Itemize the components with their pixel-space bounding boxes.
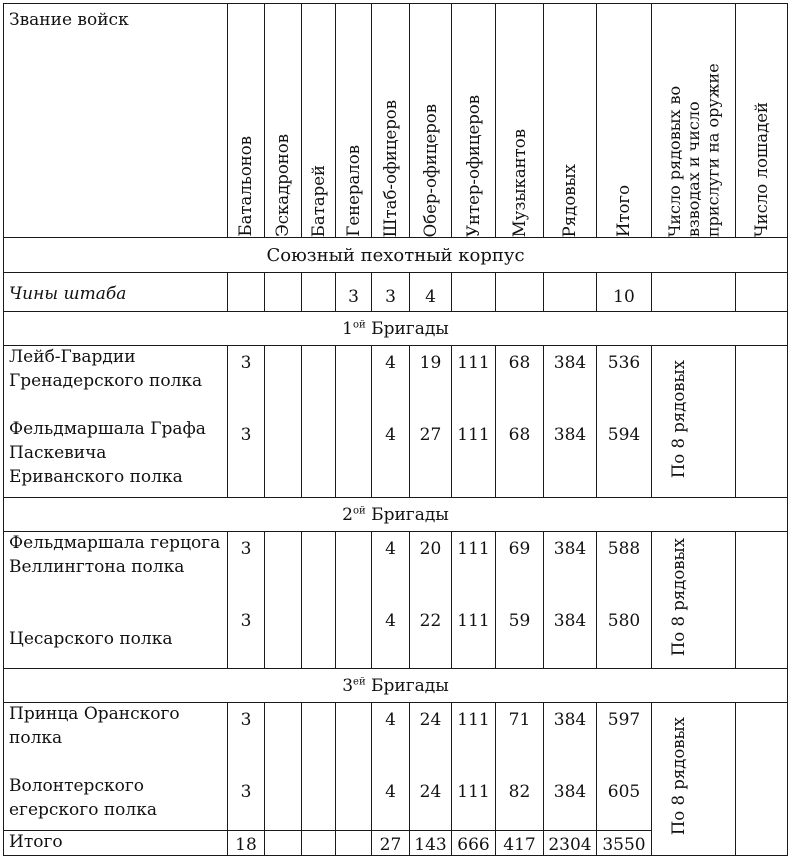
totals-total: 3550 — [597, 831, 652, 856]
unit-generals — [336, 532, 372, 669]
totals-squadrons — [265, 831, 302, 856]
header-squadrons: Эскадронов — [265, 4, 302, 238]
unit-names — [4, 346, 228, 498]
unit-horses — [736, 703, 788, 856]
unit-chief-officers: 20 22 — [410, 532, 452, 669]
brigade-3-heading-row — [4, 669, 788, 703]
header-batteries: Батарей — [302, 4, 336, 238]
header-privates: Рядовых — [544, 4, 597, 238]
unit-battalions: 3 3 — [228, 703, 265, 831]
staff-battalions — [228, 273, 265, 312]
unit-privates: 384 384 — [544, 346, 597, 498]
header-row — [4, 4, 788, 238]
unit-nco: 111 111 — [452, 346, 496, 498]
brigade-2-row — [4, 532, 788, 669]
brigade-heading: $3^{ей}$ Бригады — [4, 669, 788, 703]
unit-name: Фельдмаршала Графа Паскевича Ериванского полка — [9, 419, 206, 487]
section-row — [4, 238, 788, 273]
unit-staff-officers: 4 4 — [372, 703, 410, 831]
unit-battalions: 3 3 — [228, 532, 265, 669]
staff-privates — [544, 273, 597, 312]
platoon-note: По 8 рядовых — [652, 532, 736, 669]
unit-squadrons — [265, 346, 302, 498]
staff-generals: 3 — [336, 273, 372, 312]
header-musicians: Музыкантов — [496, 4, 544, 238]
unit-staff-officers: 4 4 — [372, 346, 410, 498]
header-generals: Генералов — [336, 4, 372, 238]
platoon-note: По 8 рядовых — [652, 703, 736, 856]
staff-staff-officers: 3 — [372, 273, 410, 312]
unit-nco: 111 111 — [452, 703, 496, 831]
header-platoon-note: Число рядовых во взводах и число прислуги на оружие — [652, 4, 736, 238]
totals-privates: 2304 — [544, 831, 597, 856]
brigade-heading: $2^{ой}$ Бригады — [4, 498, 788, 532]
staff-batteries — [302, 273, 336, 312]
totals-musicians: 417 — [496, 831, 544, 856]
unit-squadrons — [265, 532, 302, 669]
unit-musicians: 71 82 — [496, 703, 544, 831]
header-chief-officers: Обер-офицеров — [410, 4, 452, 238]
section-title: Союзный пехотный корпус — [4, 238, 788, 273]
unit-name: Фельдмаршала герцога Веллингтона полка — [9, 533, 221, 577]
unit-name: Цесарского полка — [9, 629, 173, 649]
unit-name: Принца Оранского полка — [9, 704, 180, 748]
unit-names — [4, 532, 228, 669]
unit-generals — [336, 346, 372, 498]
brigade-1-heading-row — [4, 312, 788, 346]
unit-privates: 384 384 — [544, 703, 597, 831]
unit-names — [4, 703, 228, 831]
unit-horses — [736, 346, 788, 498]
unit-generals — [336, 703, 372, 831]
unit-musicians: 69 59 — [496, 532, 544, 669]
troops-table — [3, 3, 788, 856]
staff-row — [4, 273, 788, 312]
unit-batteries — [302, 703, 336, 831]
staff-chief-officers: 4 — [410, 273, 452, 312]
totals-label: Итого — [4, 831, 228, 856]
brigade-3-row — [4, 703, 788, 831]
unit-batteries — [302, 532, 336, 669]
brigade-2-heading-row — [4, 498, 788, 532]
totals-staff-officers: 27 — [372, 831, 410, 856]
staff-musicians — [496, 273, 544, 312]
unit-nco: 111 111 — [452, 532, 496, 669]
staff-horses — [736, 273, 788, 312]
staff-nco — [452, 273, 496, 312]
header-horses: Число лошадей — [736, 4, 788, 238]
header-battalions: Батальонов — [228, 4, 265, 238]
unit-name: Волонтерского егерского полка — [9, 776, 157, 820]
unit-staff-officers: 4 4 — [372, 532, 410, 669]
staff-platoon — [652, 273, 736, 312]
totals-batteries — [302, 831, 336, 856]
totals-battalions: 18 — [228, 831, 265, 856]
unit-batteries — [302, 346, 336, 498]
unit-horses — [736, 532, 788, 669]
unit-privates: 384 384 — [544, 532, 597, 669]
unit-chief-officers: 24 24 — [410, 703, 452, 831]
header-rank: Звание войск — [4, 4, 228, 238]
platoon-note: По 8 рядовых — [652, 346, 736, 498]
brigade-1-row — [4, 346, 788, 498]
totals-generals — [336, 831, 372, 856]
unit-squadrons — [265, 703, 302, 831]
header-staff-officers: Штаб-офицеров — [372, 4, 410, 238]
brigade-heading: $1^{ой}$ Бригады — [4, 312, 788, 346]
totals-nco: 666 — [452, 831, 496, 856]
unit-name: Лейб-Гвардии Гренадерского полка — [9, 347, 203, 391]
staff-total: 10 — [597, 273, 652, 312]
unit-total: 536 594 — [597, 346, 652, 498]
unit-musicians: 68 68 — [496, 346, 544, 498]
unit-chief-officers: 19 27 — [410, 346, 452, 498]
staff-label: Чины штаба — [4, 273, 228, 312]
unit-total: 588 580 — [597, 532, 652, 669]
unit-battalions: 3 3 — [228, 346, 265, 498]
header-nco: Унтер-офицеров — [452, 4, 496, 238]
staff-squadrons — [265, 273, 302, 312]
totals-chief-officers: 143 — [410, 831, 452, 856]
header-total: Итого — [597, 4, 652, 238]
unit-total: 597 605 — [597, 703, 652, 831]
